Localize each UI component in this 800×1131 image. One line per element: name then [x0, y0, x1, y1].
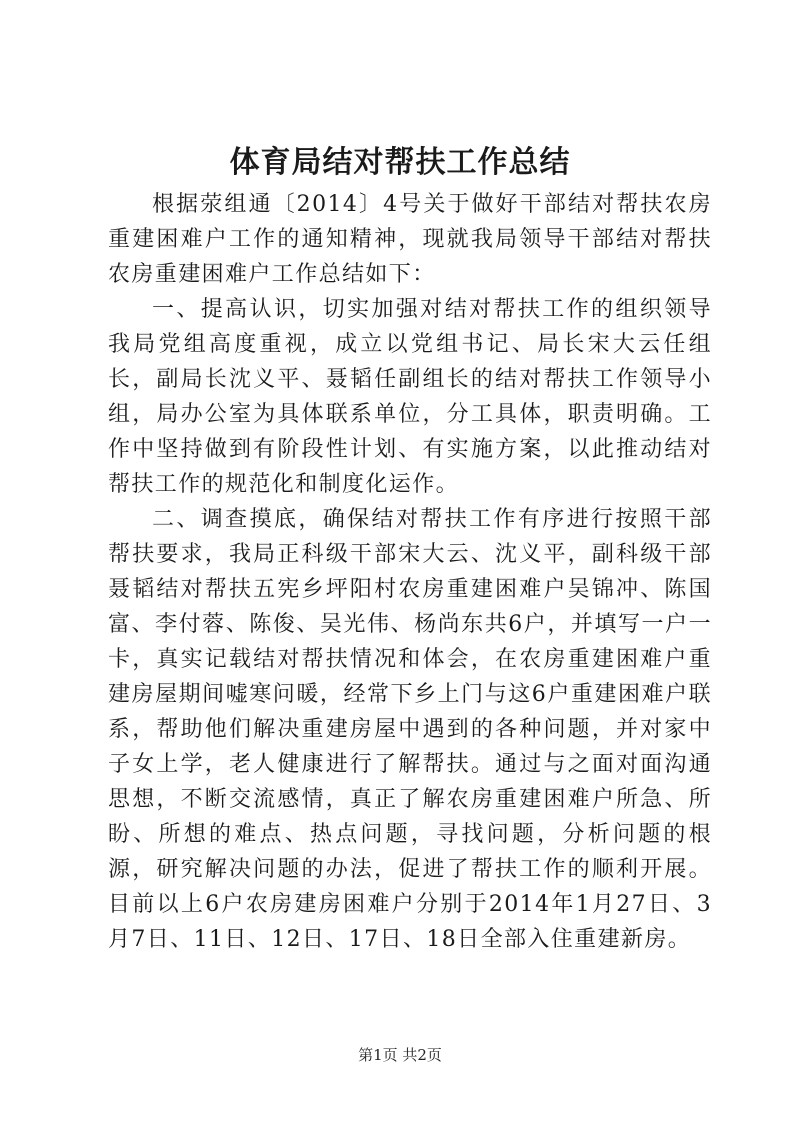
paragraph-intro: 根据荥组通〔2014〕4号关于做好干部结对帮扶农房重建困难户工作的通知精神，现就我局领导干部结对帮扶农房重建困难户工作总结如下： [108, 192, 712, 287]
page-title: 体育局结对帮扶工作总结 [229, 145, 571, 180]
paragraph-section-1: 一、提高认识，切实加强对结对帮扶工作的组织领导我局党组高度重视，成立以党组书记、局长宋大云任组长，副局长沈义平、聂韬任副组长的结对帮扶工作领导小组，局办公室为具体联系单位，分工具体，职责明确。工作中坚持做到有阶段性计划、有实施方案，以此推动结对帮扶工作的规范化和制度化运作。 [108, 297, 712, 497]
document-body [108, 187, 712, 957]
paragraph-section-2: 二、调查摸底，确保结对帮扶工作有序进行按照干部帮扶要求，我局正科级干部宋大云、沈义平，副科级干部聂韬结对帮扶五宪乡坪阳村农房重建困难户吴锦冲、陈国富、李付蓉、陈俊、吴光伟、杨尚东共6户，并填写一户一卡，真实记载结对帮扶情况和体会，在农房重建困难户重建房屋期间嘘寒问暖，经常下乡上门与这6户重建困难户联系，帮助他们解决重建房屋中遇到的各种问题，并对家中子女上学，老人健康进行了解帮扶。通过与之面对面沟通思想，不断交流感情，真正了解农房重建困难户所急、所盼、所想的难点、热点问题，寻找问题，分析问题的根源，研究解决问题的办法，促进了帮扶工作的顺利开展。目前以上6户农房建房困难户分别于2014年1月27日、3月7日、11日、12日、17日、18日全部入住重建新房。 [108, 507, 712, 952]
page-number-footer: 第1页 共2页 [358, 1046, 442, 1064]
